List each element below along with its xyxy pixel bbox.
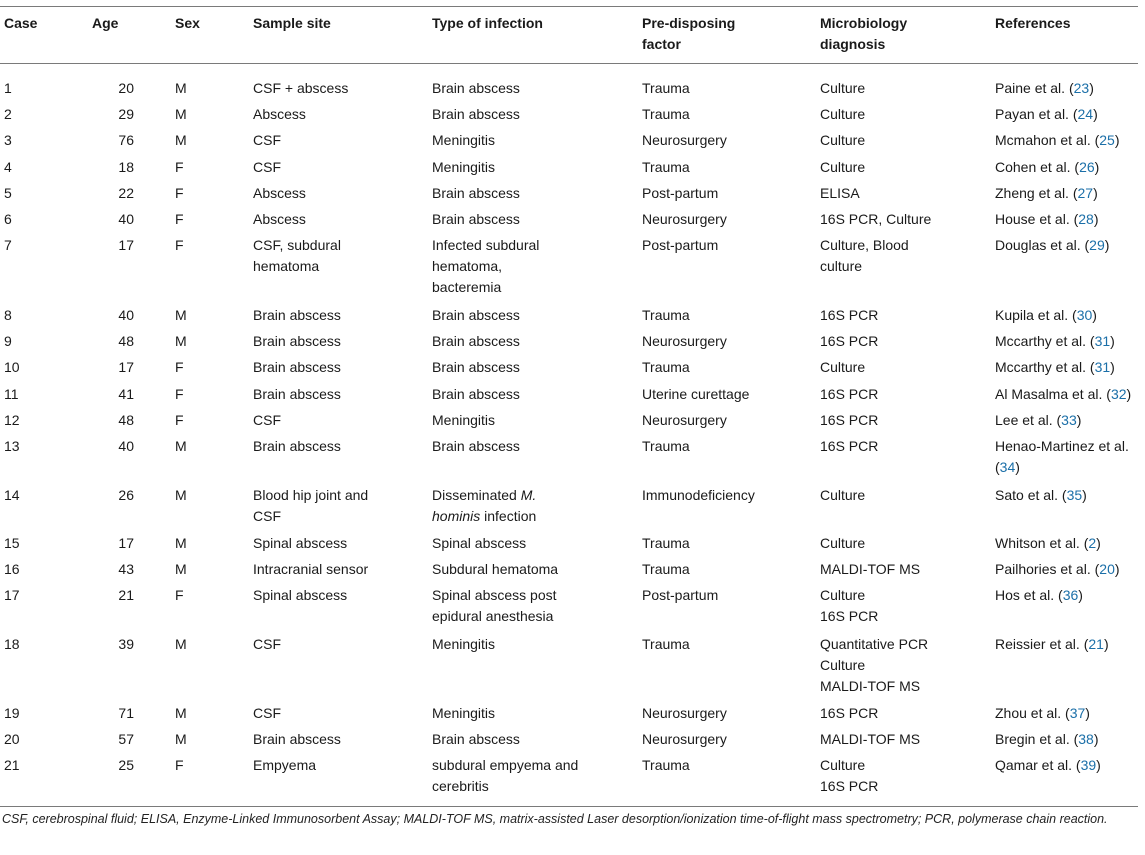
reference-link[interactable]: 38: [1078, 731, 1094, 747]
predisposing-factor-cell: Uterine curettage: [642, 386, 750, 402]
reference-close-paren: ): [1076, 412, 1082, 428]
header-predisposing-factor: Pre-disposing factor: [642, 15, 736, 52]
infection-cell: Subdural hematoma: [432, 561, 559, 577]
infection-cell: Brain abscess: [432, 333, 520, 349]
age-cell: 48: [118, 333, 134, 349]
reference-link[interactable]: 21: [1088, 636, 1104, 652]
age-cell: 25: [118, 757, 134, 773]
reference-link[interactable]: 32: [1110, 386, 1127, 402]
sample-site-cell: CSF, subdural hematoma: [253, 237, 341, 274]
infection-cell: Brain abscess: [432, 731, 520, 747]
diagnosis-cell: 16S PCR: [820, 412, 879, 428]
infection-text: Disseminated: [432, 487, 521, 503]
reference-close-paren: ): [1103, 636, 1109, 652]
predisposing-factor-cell: Trauma: [642, 359, 690, 375]
predisposing-factor-cell: Immunodeficiency: [642, 487, 755, 503]
infection-cell: subdural empyema and cerebritis: [432, 757, 579, 794]
reference-cell: [995, 755, 1101, 776]
reference-link[interactable]: 33: [1061, 412, 1077, 428]
diagnosis-cell: MALDI-TOF MS: [820, 731, 921, 747]
reference-cell: [995, 703, 1090, 724]
reference-cell: [995, 104, 1098, 125]
age-cell: 39: [118, 636, 134, 652]
age-cell: 40: [118, 438, 134, 454]
sex-cell: M: [175, 561, 187, 577]
reference-author: House et al. (: [995, 211, 1079, 227]
reference-cell: [995, 183, 1098, 204]
diagnosis-cell: Culture: [820, 359, 866, 375]
case-cell: 1: [4, 80, 12, 96]
predisposing-factor-cell: Neurosurgery: [642, 705, 727, 721]
reference-author: Mcmahon et al. (: [995, 132, 1100, 148]
reference-link[interactable]: 28: [1078, 211, 1094, 227]
age-cell: 71: [118, 705, 134, 721]
infection-cell: Meningitis: [432, 412, 496, 428]
case-cell: 11: [4, 386, 19, 402]
reference-close-paren: ): [1096, 757, 1101, 773]
age-cell: 41: [118, 386, 134, 402]
reference-cell: [995, 305, 1097, 326]
diagnosis-cell: 16S PCR, Culture: [820, 211, 932, 227]
reference-link[interactable]: 31: [1094, 359, 1111, 375]
diagnosis-cell: ELISA: [820, 185, 860, 201]
sex-cell: M: [175, 705, 187, 721]
case-cell: 12: [4, 412, 20, 428]
reference-link[interactable]: 30: [1076, 307, 1093, 323]
reference-cell: [995, 209, 1099, 230]
reference-close-paren: ): [1093, 106, 1098, 122]
reference-cell: [995, 634, 1109, 655]
reference-author: Mccarthy et al. (: [995, 359, 1095, 375]
reference-close-paren: ): [1082, 487, 1087, 503]
sample-site-cell: CSF + abscess: [253, 80, 349, 96]
case-cell: 13: [4, 438, 20, 454]
reference-close-paren: ): [1015, 459, 1020, 475]
sample-site-cell: Spinal abscess: [253, 535, 348, 551]
diagnosis-cell: Culture: [820, 535, 866, 551]
reference-link[interactable]: 26: [1079, 159, 1095, 175]
header-references: References: [995, 15, 1071, 31]
diagnosis-cell: 16S PCR: [820, 386, 879, 402]
reference-close-paren: ): [1110, 359, 1115, 375]
age-cell: 40: [118, 307, 134, 323]
age-cell: 40: [118, 211, 134, 227]
reference-author: Sato et al. (: [995, 487, 1067, 503]
age-cell: 48: [118, 412, 134, 428]
diagnosis-cell: Culture 16S PCR: [820, 757, 879, 794]
predisposing-factor-cell: Neurosurgery: [642, 731, 727, 747]
diagnosis-cell: Culture: [820, 132, 866, 148]
predisposing-factor-cell: Trauma: [642, 636, 690, 652]
reference-cell: [995, 485, 1087, 506]
age-cell: 43: [118, 561, 134, 577]
infection-cell: Spinal abscess post epidural anesthesia: [432, 587, 557, 624]
reference-link[interactable]: 31: [1094, 333, 1111, 349]
diagnosis-cell: Culture 16S PCR: [820, 587, 879, 624]
diagnosis-cell: Culture: [820, 106, 866, 122]
reference-author: Henao-Martinez et al. (: [995, 438, 1129, 475]
sex-cell: F: [175, 587, 184, 603]
predisposing-factor-cell: Trauma: [642, 561, 690, 577]
sample-site-cell: Abscess: [253, 106, 306, 122]
diagnosis-cell: Culture: [820, 159, 866, 175]
diagnosis-cell: Quantitative PCR Culture MALDI-TOF MS: [820, 636, 929, 694]
sex-cell: F: [175, 185, 184, 201]
reference-author: Qamar et al. (: [995, 757, 1081, 773]
infection-text: infection: [480, 508, 537, 524]
header-type-of-infection: Type of infection: [432, 15, 543, 31]
reference-link[interactable]: 27: [1077, 185, 1094, 201]
case-cell: 19: [4, 705, 20, 721]
age-cell: 57: [118, 731, 134, 747]
reference-author: Bregin et al. (: [995, 731, 1079, 747]
sex-cell: F: [175, 412, 184, 428]
sample-site-cell: Empyema: [253, 757, 317, 773]
predisposing-factor-cell: Post-partum: [642, 237, 719, 253]
header-case: Case: [4, 15, 38, 31]
sample-site-cell: Spinal abscess: [253, 587, 348, 603]
reference-link[interactable]: 37: [1069, 705, 1086, 721]
reference-cell: [995, 157, 1099, 178]
reference-link[interactable]: 34: [999, 459, 1016, 475]
header-age: Age: [92, 15, 119, 31]
header-microbiology-diagnosis: Microbiology diagnosis: [820, 15, 908, 52]
infection-cell: Meningitis: [432, 705, 496, 721]
reference-close-paren: ): [1093, 185, 1098, 201]
sample-site-cell: Intracranial sensor: [253, 561, 369, 577]
case-cell: 7: [4, 237, 12, 253]
reference-close-paren: ): [1089, 80, 1094, 96]
reference-close-paren: ): [1085, 705, 1090, 721]
reference-author: Whitson et al. (: [995, 535, 1089, 551]
reference-cell: [995, 559, 1120, 580]
predisposing-factor-cell: Neurosurgery: [642, 333, 727, 349]
table-footnote: CSF, cerebrospinal fluid; ELISA, Enzyme-Linked Immunosorbent Assay; MALDI-TOF MS, matrix-assisted Laser desorption/ionization time-of-flight mass spectrometry; PCR, polymerase chain reaction.: [2, 812, 1108, 826]
reference-author: Cohen et al. (: [995, 159, 1080, 175]
infection-cell: Meningitis: [432, 132, 496, 148]
organism-name: hominis: [432, 508, 481, 524]
reference-close-paren: ): [1096, 535, 1101, 551]
sample-site-cell: CSF: [253, 636, 281, 652]
sex-cell: M: [175, 80, 187, 96]
predisposing-factor-cell: Neurosurgery: [642, 132, 727, 148]
reference-close-paren: ): [1126, 386, 1132, 402]
case-cell: 18: [4, 636, 20, 652]
sex-cell: M: [175, 132, 187, 148]
reference-cell: [995, 235, 1109, 256]
reference-author: Zheng et al. (: [995, 185, 1078, 201]
diagnosis-cell: 16S PCR: [820, 333, 879, 349]
reference-author: Hos et al. (: [995, 587, 1063, 603]
sex-cell: M: [175, 106, 187, 122]
reference-link[interactable]: 25: [1099, 132, 1115, 148]
diagnosis-cell: 16S PCR: [820, 307, 879, 323]
case-cell: 4: [4, 159, 12, 175]
case-cell: 21: [4, 757, 20, 773]
reference-close-paren: ): [1094, 159, 1100, 175]
reference-close-paren: ): [1093, 731, 1099, 747]
age-cell: 18: [118, 159, 134, 175]
age-cell: 17: [118, 359, 134, 375]
sample-site-cell: Brain abscess: [253, 359, 341, 375]
infection-cell: Brain abscess: [432, 386, 520, 402]
reference-link[interactable]: 23: [1073, 80, 1090, 96]
infection-cell: Brain abscess: [432, 307, 520, 323]
reference-author: Lee et al. (: [995, 412, 1062, 428]
reference-close-paren: ): [1092, 307, 1097, 323]
sex-cell: F: [175, 386, 184, 402]
header-sex: Sex: [175, 15, 200, 31]
sex-cell: F: [175, 211, 184, 227]
case-cell: 14: [4, 487, 20, 503]
case-cell: 2: [4, 106, 12, 122]
case-cell: 20: [4, 731, 20, 747]
sample-site-cell: CSF: [253, 159, 281, 175]
infection-cell: Brain abscess: [432, 359, 520, 375]
reference-link[interactable]: 20: [1099, 561, 1115, 577]
reference-close-paren: ): [1110, 333, 1115, 349]
reference-cell: [995, 384, 1131, 405]
age-cell: 17: [118, 237, 134, 253]
reference-author: Zhou et al. (: [995, 705, 1070, 721]
reference-author: Mccarthy et al. (: [995, 333, 1095, 349]
sample-site-cell: Brain abscess: [253, 333, 341, 349]
diagnosis-cell: Culture: [820, 80, 866, 96]
age-cell: 21: [118, 587, 134, 603]
reference-author: Payan et al. (: [995, 106, 1078, 122]
reference-author: Kupila et al. (: [995, 307, 1077, 323]
predisposing-factor-cell: Post-partum: [642, 587, 719, 603]
header-sample-site: Sample site: [253, 15, 331, 31]
sample-site-cell: Abscess: [253, 211, 306, 227]
reference-link[interactable]: 29: [1089, 237, 1105, 253]
reference-cell: [995, 533, 1101, 554]
reference-cell: [995, 410, 1081, 431]
reference-cell: [995, 585, 1083, 606]
predisposing-factor-cell: Trauma: [642, 535, 690, 551]
header-rule: [0, 63, 1138, 64]
sample-site-cell: Abscess: [253, 185, 306, 201]
diagnosis-cell: Culture, Blood culture: [820, 237, 909, 274]
infection-cell: Brain abscess: [432, 211, 520, 227]
sample-site-cell: CSF: [253, 705, 281, 721]
sex-cell: M: [175, 487, 187, 503]
reference-author: Paine et al. (: [995, 80, 1074, 96]
sample-site-cell: Brain abscess: [253, 731, 341, 747]
infection-cell: Brain abscess: [432, 106, 520, 122]
case-cell: 15: [4, 535, 20, 551]
bottom-rule: [0, 806, 1138, 807]
age-cell: 17: [118, 535, 134, 551]
reference-link[interactable]: 36: [1062, 587, 1079, 603]
sex-cell: F: [175, 237, 184, 253]
case-cell: 17: [4, 587, 20, 603]
age-cell: 29: [118, 106, 134, 122]
sex-cell: F: [175, 359, 184, 375]
reference-cell: [995, 78, 1094, 99]
sex-cell: F: [175, 159, 184, 175]
reference-cell: [995, 331, 1115, 352]
case-cell: 9: [4, 333, 12, 349]
age-cell: 76: [118, 132, 134, 148]
case-cell: 10: [4, 359, 20, 375]
case-cell: 5: [4, 185, 12, 201]
reference-close-paren: ): [1114, 561, 1120, 577]
sex-cell: M: [175, 636, 187, 652]
case-cell: 6: [4, 211, 12, 227]
reference-author: Al Masalma et al. (: [995, 386, 1111, 402]
sex-cell: M: [175, 535, 187, 551]
sample-site-cell: Brain abscess: [253, 438, 341, 454]
reference-link[interactable]: 2: [1088, 535, 1097, 551]
reference-close-paren: ): [1104, 237, 1110, 253]
predisposing-factor-cell: Trauma: [642, 757, 690, 773]
reference-author: Douglas et al. (: [995, 237, 1090, 253]
reference-author: Reissier et al. (: [995, 636, 1089, 652]
predisposing-factor-cell: Trauma: [642, 106, 690, 122]
infection-cell: Brain abscess: [432, 80, 520, 96]
reference-close-paren: ): [1114, 132, 1120, 148]
reference-cell: [995, 357, 1115, 378]
reference-cell: [995, 130, 1120, 151]
sex-cell: M: [175, 307, 187, 323]
diagnosis-cell: 16S PCR: [820, 438, 879, 454]
reference-link[interactable]: 39: [1080, 757, 1097, 773]
diagnosis-cell: 16S PCR: [820, 705, 879, 721]
diagnosis-cell: MALDI-TOF MS: [820, 561, 921, 577]
sample-site-cell: CSF: [253, 132, 281, 148]
sample-site-cell: Brain abscess: [253, 386, 341, 402]
reference-link[interactable]: 24: [1077, 106, 1094, 122]
diagnosis-cell: Culture: [820, 487, 866, 503]
sex-cell: M: [175, 438, 187, 454]
organism-name: M.: [520, 487, 537, 503]
age-cell: 22: [118, 185, 134, 201]
predisposing-factor-cell: Trauma: [642, 307, 690, 323]
predisposing-factor-cell: Trauma: [642, 159, 690, 175]
infection-cell: [432, 485, 536, 527]
reference-close-paren: ): [1093, 211, 1099, 227]
sample-site-cell: CSF: [253, 412, 281, 428]
infection-cell: Meningitis: [432, 636, 496, 652]
case-cell: 8: [4, 307, 12, 323]
case-cell: 16: [4, 561, 20, 577]
reference-cell: [995, 729, 1099, 750]
predisposing-factor-cell: Trauma: [642, 80, 690, 96]
sex-cell: M: [175, 333, 187, 349]
sex-cell: M: [175, 731, 187, 747]
reference-author: Pailhories et al. (: [995, 561, 1100, 577]
infection-cell: Brain abscess: [432, 185, 520, 201]
age-cell: 20: [118, 80, 134, 96]
case-cell: 3: [4, 132, 12, 148]
predisposing-factor-cell: Neurosurgery: [642, 412, 727, 428]
sample-site-cell: Blood hip joint and CSF: [253, 487, 369, 524]
predisposing-factor-cell: Post-partum: [642, 185, 719, 201]
infection-cell: Brain abscess: [432, 438, 520, 454]
age-cell: 26: [118, 487, 134, 503]
top-rule: [0, 6, 1138, 7]
reference-link[interactable]: 35: [1066, 487, 1083, 503]
infection-cell: Infected subdural hematoma, bacteremia: [432, 237, 540, 295]
infection-cell: Meningitis: [432, 159, 496, 175]
infection-cell: Spinal abscess: [432, 535, 527, 551]
predisposing-factor-cell: Trauma: [642, 438, 690, 454]
reference-close-paren: ): [1078, 587, 1083, 603]
reference-cell: [995, 436, 1129, 478]
sample-site-cell: Brain abscess: [253, 307, 341, 323]
sex-cell: F: [175, 757, 184, 773]
predisposing-factor-cell: Neurosurgery: [642, 211, 727, 227]
